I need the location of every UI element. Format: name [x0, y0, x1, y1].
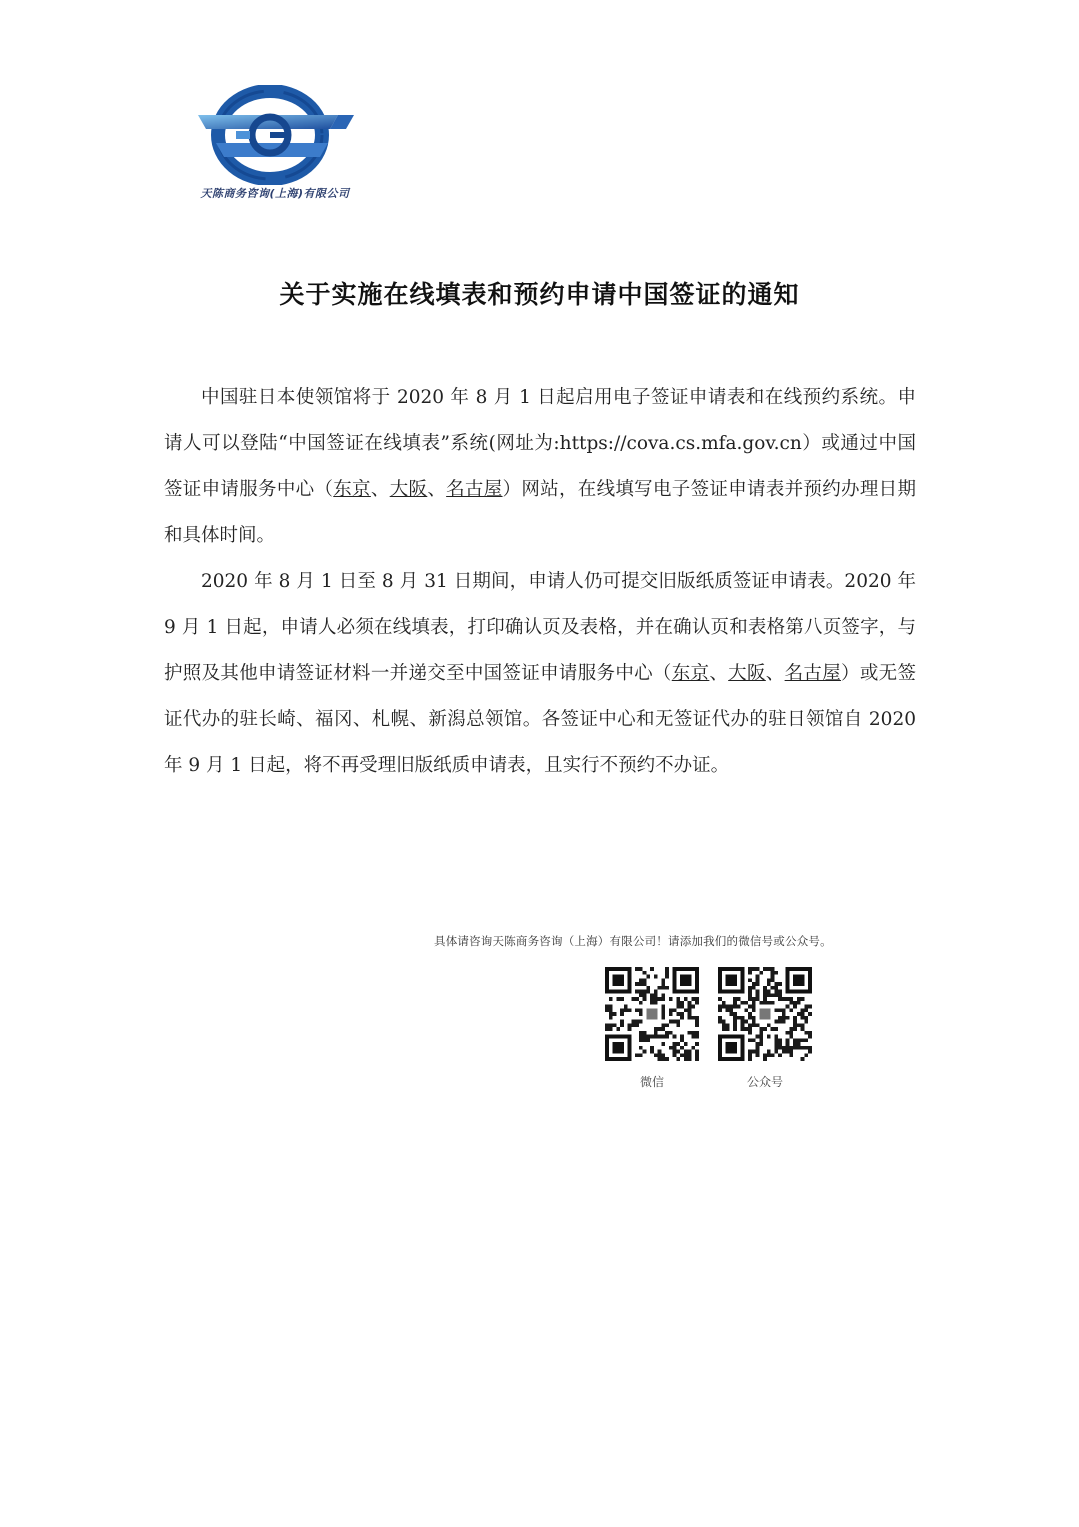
paragraph-2-text-a: 2020 年 8 月 1 日至 8 月 31 日期间，申请人仍可提交旧版纸质签证申请表。2020 年 9 月 1 日起，申请人必须在线填表，打印确认页及表格，并在确认页和表格第八页签字，与护照及其他申请签证材料一并递交至中国签证申请服务中心（ [164, 571, 916, 684]
company-logo [180, 85, 370, 205]
public-account-qr-code-icon [718, 967, 812, 1061]
separator: 、 [427, 479, 447, 500]
link-nagoya[interactable]: 名古屋 [784, 663, 842, 684]
paragraph-1-text-b: ）网站，在线填写电子签证申请表并预约办理日期和具体时间。 [164, 479, 916, 546]
link-tokyo[interactable]: 东京 [333, 479, 371, 500]
paragraph-2-text-b: ）或无签证代办的驻长崎、福冈、札幌、新潟总领馆。各签证中心和无签证代办的驻日领馆自 2020 年 9 月 1 日起，将不再受理旧版纸质申请表，且实行不预约不办证。 [164, 663, 916, 776]
public-account-label: 公众号 [746, 1075, 783, 1089]
paragraph-2 [164, 559, 916, 789]
separator: 、 [370, 479, 390, 500]
notice-body [164, 375, 916, 789]
company-logo-icon [188, 85, 358, 185]
page-title: 关于实施在线填表和预约申请中国签证的通知 [279, 280, 800, 309]
separator: 、 [765, 663, 785, 684]
paragraph-1-text-a: 中国驻日本使领馆将于 2020 年 8 月 1 日起启用电子签证申请表和在线预约系统。申请人可以登陆“中国签证在线填表”系统(网址为:https://cova.cs.mfa.gov.cn）或通过中国签证申请服务中心（ [164, 387, 916, 500]
wechat-label: 微信 [639, 1075, 664, 1089]
link-osaka[interactable]: 大阪 [389, 479, 428, 500]
company-name: 天陈商务咨询(上海)有限公司 [200, 187, 350, 200]
wechat-qr-code-icon [605, 967, 699, 1061]
separator: 、 [709, 663, 729, 684]
paragraph-1 [164, 375, 916, 559]
link-nagoya[interactable]: 名古屋 [446, 479, 503, 500]
link-osaka[interactable]: 大阪 [728, 663, 766, 684]
contact-note: 具体请咨询天陈商务咨询（上海）有限公司！请添加我们的微信号或公众号。 [434, 934, 832, 948]
link-tokyo[interactable]: 东京 [671, 663, 710, 684]
